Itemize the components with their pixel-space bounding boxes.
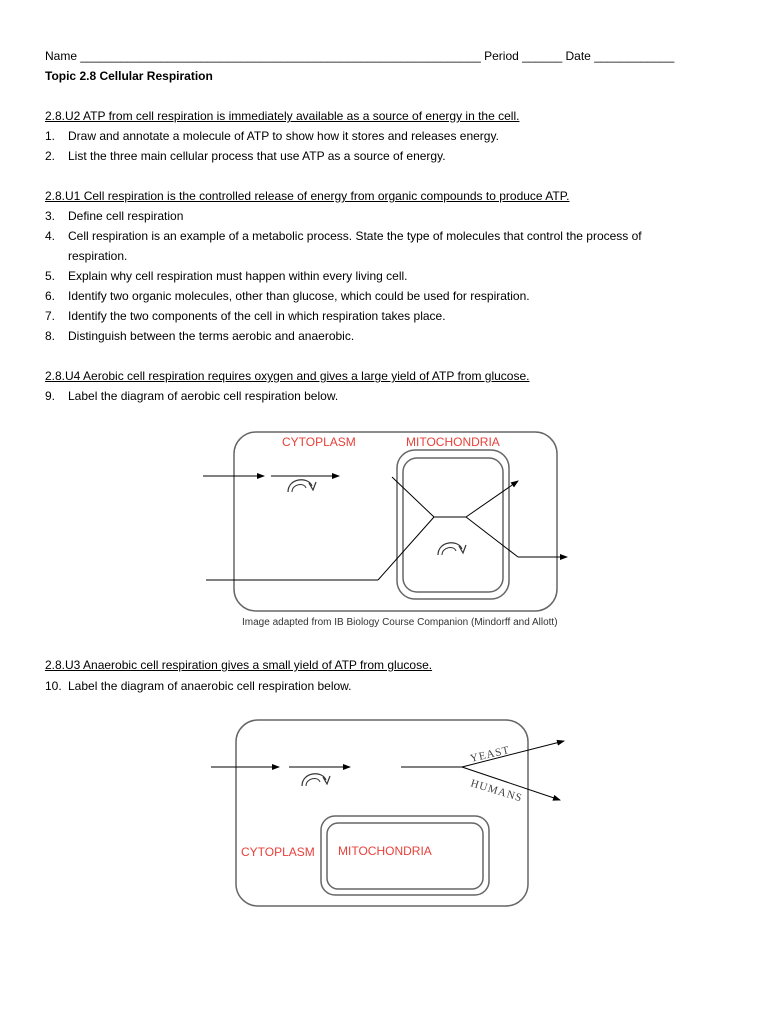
atp-cycle-icon [288,480,316,492]
section-heading-u1: 2.8.U1 Cell respiration is the controlled release of energy from organic compounds to produce ATP. [45,189,570,203]
co2-output-arrow [466,481,518,517]
aerobic-mitochondrion-outer [397,450,509,599]
question-number: 7. [45,309,56,323]
question-number: 4. [45,229,56,243]
anaerobic-diagram [211,720,564,906]
question-number: 8. [45,329,56,343]
question-number: 10. [45,679,62,693]
aerobic-cytoplasm-label: CYTOPLASM [282,435,356,449]
question-text: Label the diagram of aerobic cell respiration below. [68,389,339,403]
question-number: 3. [45,209,56,223]
atp-cycle-icon-mito [438,543,466,555]
question-number: 2. [45,149,56,163]
section-heading-u4: 2.8.U4 Aerobic cell respiration requires oxygen and gives a large yield of ATP from glucose. [45,369,530,383]
pyruvate-entry-line [392,477,434,517]
section-heading-u2: 2.8.U2 ATP from cell respiration is immediately available as a source of energy in the cell. [45,109,520,123]
question-number: 5. [45,269,56,283]
anaerobic-mitochondria-label: MITOCHONDRIA [338,844,432,858]
aerobic-diagram [203,432,567,628]
question-text: Draw and annotate a molecule of ATP to show how it stores and releases energy. [68,129,499,143]
question-text: Define cell respiration [68,209,184,223]
question-text: Distinguish between the terms aerobic and anaerobic. [68,329,355,343]
question-text: Label the diagram of anaerobic cell respiration below. [68,679,352,693]
aerobic-mitochondrion-inner [403,458,503,592]
topic-title: Topic 2.8 Cellular Respiration [45,69,213,83]
question-text: Explain why cell respiration must happen within every living cell. [68,269,408,283]
atp-cycle-icon-anaerobic [302,774,330,786]
anaerobic-cell-membrane [236,720,528,906]
water-output-line [466,517,518,557]
humans-label: HUMANS [469,777,524,805]
section-heading-u3: 2.8.U3 Anaerobic cell respiration gives a small yield of ATP from glucose. [45,658,433,672]
diagram-source-caption: Image adapted from IB Biology Course Companion (Mindorff and Allott) [242,617,558,628]
question-text: Identify two organic molecules, other than glucose, which could be used for respiration. [68,289,530,303]
question-text: Identify the two components of the cell in which respiration takes place. [68,309,446,323]
anaerobic-cytoplasm-label: CYTOPLASM [241,845,315,859]
question-4-continuation: respiration. [68,249,128,263]
question-text: List the three main cellular process that use ATP as a source of energy. [68,149,446,163]
question-text: Cell respiration is an example of a metabolic process. State the type of molecules that control the process of [68,229,642,243]
name-period-date-line[interactable]: Name ____________________________________________________________ Period ______ Date ____________ [45,49,675,63]
aerobic-mitochondria-label: MITOCHONDRIA [406,435,500,449]
question-number: 1. [45,129,56,143]
yeast-label: YEAST [468,744,512,765]
question-number: 6. [45,289,56,303]
oxygen-entry-line [378,517,434,580]
question-number: 9. [45,389,56,403]
